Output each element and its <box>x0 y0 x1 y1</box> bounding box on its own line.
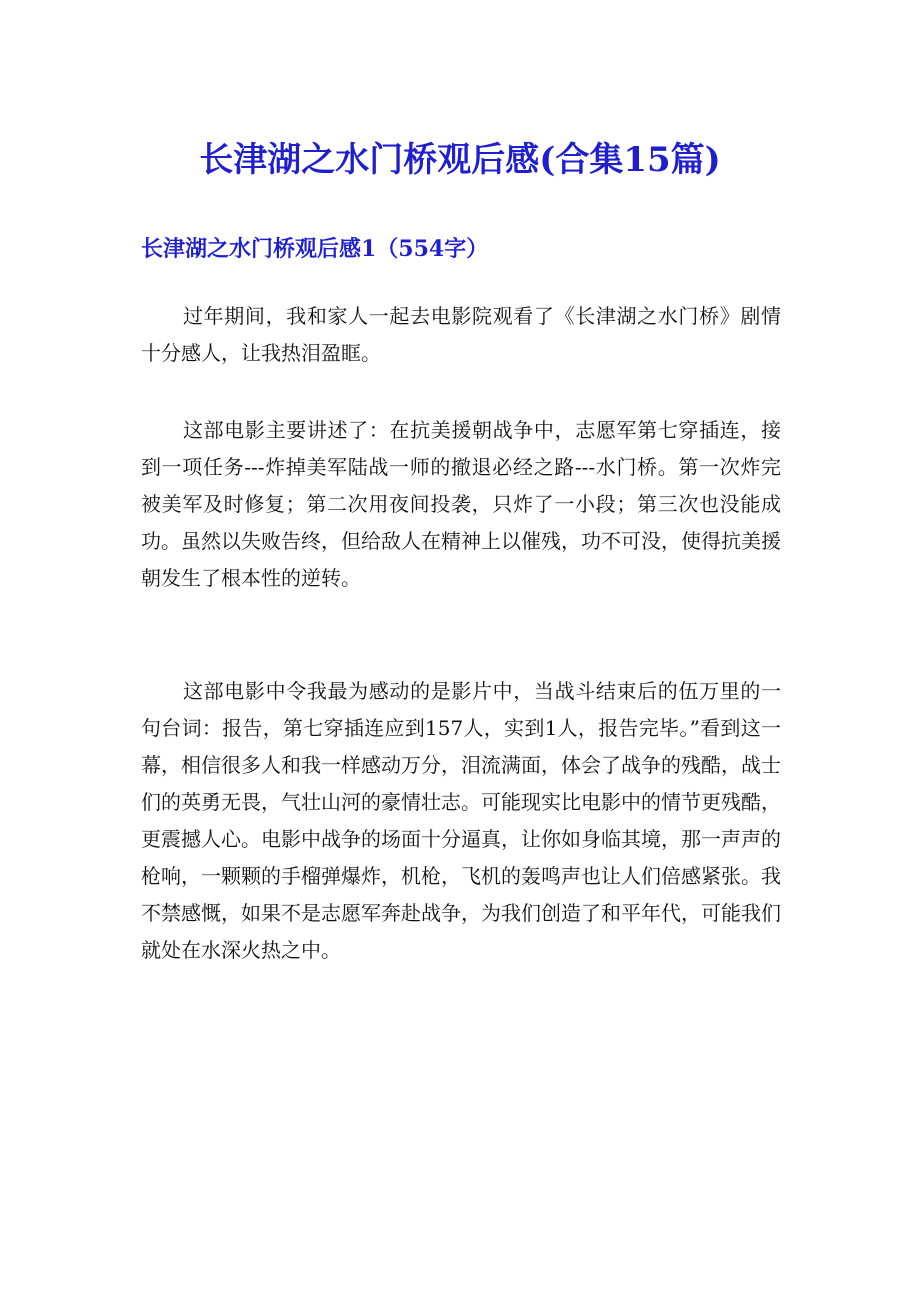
body-paragraph-2: 这部电影主要讲述了：在抗美援朝战争中，志愿军第七穿插连，接到一项任务---炸掉美军陆战一师的撤退必经之路---水门桥。第一次炸完被美军及时修复；第二次用夜间投袭，只炸了一小段；第三次也没能成功。虽然以失败告终，但给敌人在精神上以催残，功不可没，使得抗美援朝发生了根本性的逆转。 <box>141 418 781 590</box>
body-paragraph-3: 这部电影中令我最为感动的是影片中，当战斗结束后的伍万里的一句台词：报告，第七穿插连应到157人，实到1人，报告完毕。”看到这一幕，相信很多人和我一样感动万分，泪流满面，体会了战争的残酷，战士们的英勇无畏，气壮山河的豪情壮志。可能现实比电影中的情节更残酷，更震撼人心。电影中战争的场面十分逼真，让你如身临其境，那一声声的枪响，一颗颗的手榴弹爆炸，机枪，飞机的轰鸣声也让人们倍感紧张。我不禁感慨，如果不是志愿军奔赴战争，为我们创造了和平年代，可能我们就处在水深火热之中。 <box>141 679 781 962</box>
section-heading: 长津湖之水门桥观后感1（554字） <box>141 236 489 262</box>
body-paragraph-1: 过年期间，我和家人一起去电影院观看了《长津湖之水门桥》剧情十分感人，让我热泪盈眶。 <box>141 304 781 365</box>
document-title: 长津湖之水门桥观后感(合集15篇) <box>199 140 721 180</box>
